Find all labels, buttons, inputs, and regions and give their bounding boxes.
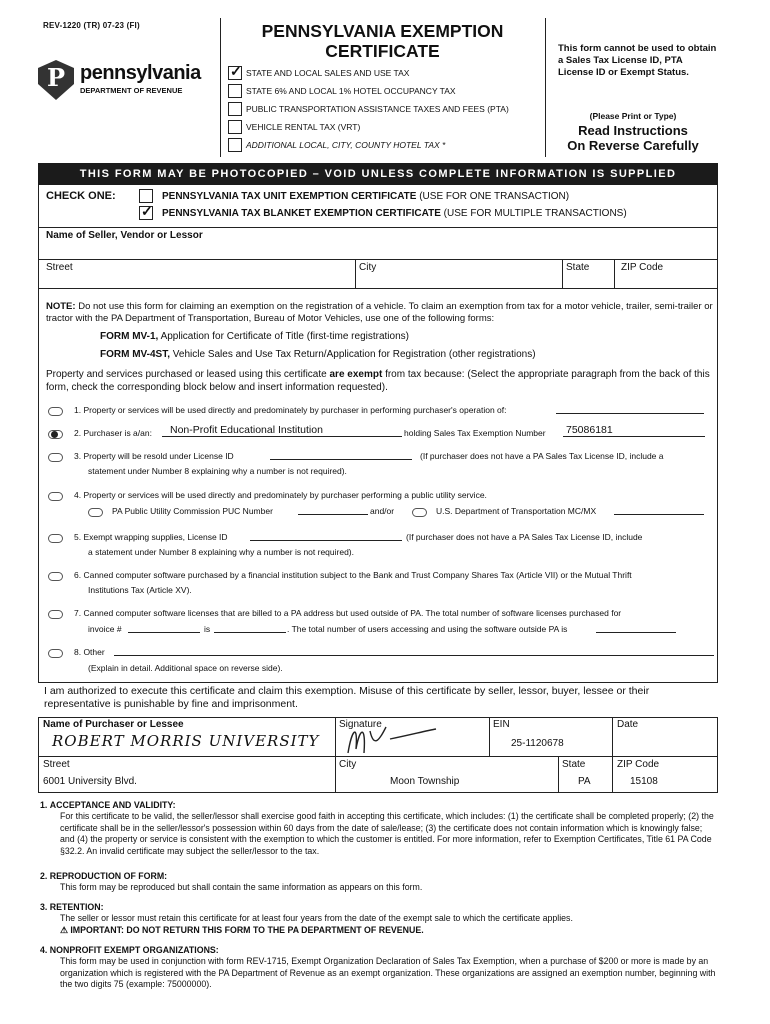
instruction-warning (40, 925, 716, 936)
instruction-1 (40, 800, 716, 857)
purchaser-street-value: 6001 University Blvd. (43, 776, 137, 787)
form-mv1-line (100, 331, 409, 342)
purchaser-state-value: PA (578, 776, 591, 787)
form-title (221, 21, 544, 61)
reason-3-radio[interactable] (48, 453, 63, 462)
option-rest: (USE FOR ONE TRANSACTION) (416, 191, 570, 202)
reason-5-line[interactable] (250, 540, 402, 541)
reason-5-note2: a statement under Number 8 explaining why a number is not required). (88, 547, 355, 557)
reason-6-text2: Institutions Tax (Article XV). (88, 585, 192, 595)
instruction-head: NONPROFIT EXEMPT ORGANIZATIONS: (49, 945, 219, 955)
ein-label: EIN (493, 719, 510, 730)
instruction-num: 1. (40, 800, 48, 810)
purchaser-city-label: City (339, 759, 357, 770)
photocopy-banner: THIS FORM MAY BE PHOTOCOPIED – VOID UNLESS COMPLETE INFORMATION IS SUPPLIED (38, 163, 718, 185)
right-note: This form cannot be used to obtain a Sales Tax License ID, PTA License ID or Exempt Status. (558, 43, 717, 78)
instruction-head: REPRODUCTION OF FORM: (49, 871, 168, 881)
instruction-body: For this certificate to be valid, the seller/lessor shall exercise good faith in accepting this certificate, which includes: (1) the certificate shall be completed properly; (2) the certificate shall be in the seller/lessor's possession within 60 days from the date of sale/lease; (3) the certificate does not contain information which is knowingly false; and (4) the property or service is consistent with the exemption to which the customer is entitled. For more information, refer to Exemption Certificates, Title 61 PA Code §32.2. An invalid certificate may subject the seller/lessor to the tax. (60, 811, 714, 856)
divider (545, 18, 546, 157)
check-mark-icon: ✓ (141, 203, 153, 219)
divider (355, 259, 356, 289)
usdot-label: U.S. Department of Transportation MC/MX (436, 506, 597, 516)
usdot-radio[interactable] (412, 508, 427, 517)
read-line2: On Reverse Carefully (567, 138, 699, 153)
warning-icon: ⚠ (60, 924, 68, 935)
instruction-4 (40, 945, 716, 991)
users-line[interactable] (596, 632, 676, 633)
reason-3-text: 3. Property will be resold under License ID (74, 451, 234, 461)
mv4-code: FORM MV-4ST, (100, 349, 171, 360)
divider (489, 717, 490, 757)
puc-line[interactable] (298, 514, 368, 515)
logo-dept: DEPARTMENT OF REVENUE (80, 86, 183, 95)
purchaser-name-label: Name of Purchaser or Lessee (43, 719, 184, 730)
exemption-number-value: 75086181 (566, 424, 613, 436)
puc-radio[interactable] (88, 508, 103, 517)
print-type-note: (Please Print or Type) (589, 111, 677, 121)
reason-1-text: 1. Property or services will be used directly and predominately by purchaser in performing purchaser's operation of: (74, 405, 507, 415)
read-instructions (548, 123, 718, 153)
authorization-statement: I am authorized to execute this certificate and claim this exemption. Misuse of this certificate by seller, lessor, buyer, lessee or their representative is punishable by fine and imprisonment. (44, 685, 650, 710)
reason-5-radio[interactable] (48, 534, 63, 543)
tax-checkbox-vrt[interactable] (228, 120, 242, 134)
tax-option-label: STATE 6% AND LOCAL 1% HOTEL OCCUPANCY TAX (246, 86, 456, 96)
reason-3-note2: statement under Number 8 explaining why a number is not required). (88, 466, 347, 476)
instruction-3 (40, 902, 716, 936)
signature-scribble (340, 719, 440, 759)
blanket-certificate-label (162, 208, 627, 219)
blanket-certificate-checkbox[interactable] (139, 203, 153, 220)
instruction-head: ACCEPTANCE AND VALIDITY: (49, 800, 176, 810)
mv4-text: Vehicle Sales and Use Tax Return/Application for Registration (other registrations) (170, 349, 536, 360)
read-line1: Read Instructions (578, 123, 688, 138)
logo-name: pennsylvania (80, 62, 201, 84)
ein-value: 25-1120678 (511, 738, 564, 749)
option-rest: (USE FOR MULTIPLE TRANSACTIONS) (440, 208, 627, 219)
instruction-2 (40, 871, 716, 894)
seller-street-label: Street (46, 262, 73, 273)
reason-8-radio[interactable] (48, 649, 63, 658)
reason-2-line[interactable] (162, 436, 402, 437)
seller-zip-label: ZIP Code (621, 262, 664, 273)
date-label: Date (617, 719, 639, 730)
note-prefix: NOTE: (46, 301, 76, 312)
instruction-num: 3. (40, 902, 48, 912)
reason-8-text: 8. Other (74, 647, 105, 657)
reason-5-note: (If purchaser does not have a PA Sales Tax License ID, include (406, 532, 643, 542)
option-bold: PENNSYLVANIA TAX UNIT EXEMPTION CERTIFICATE (162, 191, 417, 202)
seller-address-row (38, 259, 718, 289)
invoice-line[interactable] (128, 632, 200, 633)
reason-5-text: 5. Exempt wrapping supplies, License ID (74, 532, 228, 542)
check-one-label: CHECK ONE: (46, 190, 116, 202)
tax-option-label: STATE AND LOCAL SALES AND USE TAX (246, 68, 410, 78)
reason-7-text: 7. Canned computer software licenses that are billed to a PA address but used outside of PA. The total number of software licenses purchased for (74, 608, 622, 618)
instruction-num: 2. (40, 871, 48, 881)
check-mark-icon: ✓ (230, 63, 242, 79)
note-text: Do not use this form for claiming an exemption on the registration of a vehicle. To claim an exemption from tax for a motor vehicle, trailer, semi-trailer or tractor with the PA Department of Transportation, Bureau of Motor Vehicles, use one of the following forms: (46, 301, 713, 324)
title-line1: PENNSYLVANIA EXEMPTION (261, 21, 504, 41)
reason-6-text: 6. Canned computer software purchased by a financial institution subject to the Bank and Trust Company Shares Tax (Article VII) or the Mutual Thrift (74, 570, 632, 580)
purchaser-zip-label: ZIP Code (617, 759, 660, 770)
reason-3-note: (If purchaser does not have a PA Sales Tax License ID, include a (420, 451, 664, 461)
purchaser-row2 (38, 756, 718, 793)
tax-checkbox-pta[interactable] (228, 102, 242, 116)
reason-3-line[interactable] (270, 459, 412, 460)
title-line2: CERTIFICATE (325, 41, 440, 61)
tax-checkbox-sales[interactable] (228, 63, 242, 80)
form-code: REV-1220 (TR) 07-23 (FI) (43, 21, 140, 30)
reason-4-radio[interactable] (48, 492, 63, 501)
purchaser-zip-value: 15108 (630, 776, 658, 787)
form-mv4-line (100, 349, 536, 360)
tax-checkbox-hotel[interactable] (228, 84, 242, 98)
property-paragraph (46, 369, 711, 394)
mv1-code: FORM MV-1, (100, 331, 159, 342)
tax-option-label: PUBLIC TRANSPORTATION ASSISTANCE TAXES AND FEES (PTA) (246, 104, 509, 114)
reason-7-is: is (204, 624, 211, 634)
reason-6-radio[interactable] (48, 572, 63, 581)
instruction-num: 4. (40, 945, 48, 955)
unit-certificate-checkbox[interactable] (139, 189, 153, 203)
instruction-body: This form may be reproduced but shall contain the same information as appears on this form. (60, 882, 423, 893)
reason-8-line[interactable] (114, 655, 714, 656)
tax-option-label: ADDITIONAL LOCAL, CITY, COUNTY HOTEL TAX * (246, 140, 446, 150)
reason-8-note: (Explain in detail. Additional space on reverse side). (88, 663, 283, 673)
reason-1-line[interactable] (556, 413, 704, 414)
divider (562, 259, 563, 289)
purchaser-city-value: Moon Township (390, 776, 460, 787)
unit-certificate-label (162, 191, 569, 202)
licenses-line[interactable] (214, 632, 286, 633)
reason-7-invoice-label: invoice # (88, 624, 122, 634)
purchaser-street-label: Street (43, 759, 70, 770)
divider (614, 259, 615, 289)
pa-logo (38, 60, 218, 100)
divider (558, 756, 559, 793)
and-or-label: and/or (370, 506, 395, 516)
reason-1-radio[interactable] (48, 407, 63, 416)
reason-7-radio[interactable] (48, 610, 63, 619)
property-c: from tax because: (Select the appropriate paragraph from the back of this form, check the corresponding block below and insert information requested). (46, 369, 710, 393)
usdot-line[interactable] (614, 514, 704, 515)
mv1-text: Application for Certificate of Title (first-time registrations) (158, 331, 409, 342)
purchaser-type-value: Non-Profit Educational Institution (170, 424, 323, 436)
instruction-head: RETENTION: (49, 902, 104, 912)
selected-radio-dot (51, 431, 58, 438)
instruction-body: This form may be used in conjunction with form REV-1715, Exempt Organization Declaration of Sales Tax Exemption, when a purchase of $200 or more is made by an organization which is registered with the PA Department of Revenue as an exempt organization. These organizations are assigned an exemption number, beginning with the two digits 75 (example: 75000000). (60, 956, 716, 990)
property-b: are exempt (329, 369, 383, 380)
purchaser-state-label: State (562, 759, 586, 770)
instruction-body: The seller or lessor must retain this certificate for at least four years from the date of the exempt sale to which the certificate applies. (60, 913, 573, 924)
property-a: Property and services purchased or leased using this certificate (46, 369, 330, 380)
seller-name-label: Name of Seller, Vendor or Lessor (46, 230, 203, 241)
purchaser-name-value: ROBERT MORRIS UNIVERSITY (52, 732, 320, 750)
tax-checkbox-local-hotel[interactable] (228, 138, 242, 152)
reason-2-text: 2. Purchaser is a/an: (74, 428, 152, 438)
reason-4-text: 4. Property or services will be used directly and predominately by purchaser performing a public utility service. (74, 490, 487, 500)
signature-label: Signature (339, 719, 382, 730)
puc-label: PA Public Utility Commission PUC Number (112, 506, 273, 516)
seller-city-label: City (359, 262, 377, 273)
seller-state-label: State (566, 262, 590, 273)
logo-letter: P (47, 63, 66, 92)
reason-2-number-label: holding Sales Tax Exemption Number (404, 428, 546, 438)
reason-7-users: . The total number of users accessing and using the software outside PA is (287, 624, 568, 634)
note-paragraph (46, 301, 714, 325)
tax-option-label: VEHICLE RENTAL TAX (VRT) (246, 122, 361, 132)
exemption-number-line[interactable] (563, 436, 705, 437)
warning-text: IMPORTANT: DO NOT RETURN THIS FORM TO THE PA DEPARTMENT OF REVENUE. (70, 924, 424, 935)
option-bold: PENNSYLVANIA TAX BLANKET EXEMPTION CERTIFICATE (162, 208, 441, 219)
